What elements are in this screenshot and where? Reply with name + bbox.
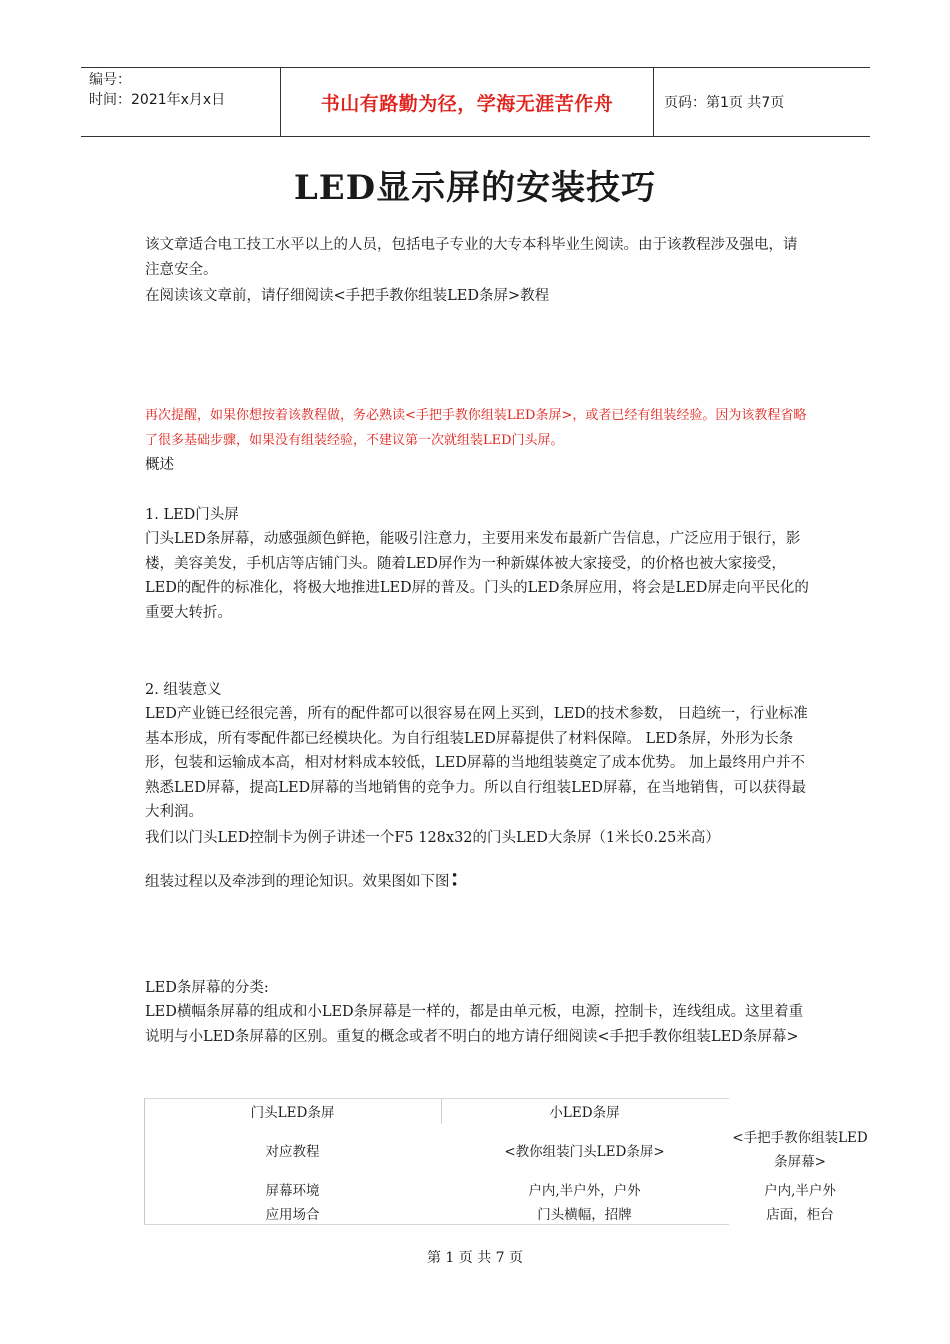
section2-effect-colon: ： — [449, 866, 472, 892]
table-row — [144, 1124, 872, 1176]
warning-paragraph: 再次提醒，如果你想按着该教程做，务必熟读<手把手教你组装LED条屏>，或者已经有组装经验。因为该教程省略了很多基础步骤，如果没有组装经验，不建议第一次就组装LED门头屏。 — [145, 408, 807, 448]
table-header-cell: 门头LED条屏 — [250, 1105, 335, 1121]
date-label: 时间：2021年x月x日 — [89, 92, 226, 108]
table-cell: <教你组装门头LED条屏> — [504, 1144, 665, 1160]
intro-reading-note: 在阅读该文章前，请仔细阅读<手把手教你组装LED条屏>教程 — [145, 288, 550, 304]
section2-example: 我们以门头LED控制卡为例子讲述一个F5 128x32的门头LED大条屏（1米长0.25米高） — [145, 830, 720, 846]
table-row — [144, 1201, 872, 1225]
table-cell-line: 条屏幕> — [774, 1154, 826, 1170]
section2-title: 2. 组装意义 — [145, 682, 222, 698]
table-row — [144, 1176, 872, 1201]
header-page-info: 页码：第1页 共7页 — [664, 95, 785, 111]
document-title: LED显示屏的安装技巧 — [293, 168, 657, 208]
header-meta — [81, 68, 281, 136]
overview-heading: 概述 — [145, 457, 174, 473]
table-cell: 门头横幅，招牌 — [537, 1207, 632, 1223]
table-cell: 店面，柜台 — [766, 1207, 834, 1223]
table-cell: 对应教程 — [265, 1144, 320, 1160]
code-label: 编号： — [89, 72, 131, 88]
section1-body: 门头LED条屏幕，动感强颜色鲜艳，能吸引注意力，主要用来发布最新广告信息，广泛应用于银行，影楼，美容美发，手机店等店铺门头。随着LED屏作为一种新媒体被大家接受，的价格也被大家接受，LED的配件的标准化，将极大地推进LED屏的普及。门头的LED条屏应用，将会是LED屏走向平民化的重要大转折。 — [145, 531, 809, 621]
table-header-cell: 小LED条屏 — [549, 1105, 620, 1121]
section2-body: LED产业链已经很完善，所有的配件都可以很容易在网上买到，LED的技术参数， 日趋统一，行业标准基本形成，所有零配件都已经模块化。为自行组装LED屏幕提供了材料保障。 LED条屏，外形为长条形，包装和运输成本高，相对材料成本较低，LED屏幕的当地组装奠定了成本优势。 加上最终用户并不熟悉LED屏幕，提高LED屏幕的当地销售的竞争力。所以自行组装LED屏幕，在当地销售，可以获得最大利润。 — [145, 706, 808, 820]
table-cell: 户内,半户外，户外 — [528, 1182, 641, 1199]
header-motto: 书山有路勤为径，学海无涯苦作舟 — [281, 68, 654, 136]
section2-effect — [145, 867, 810, 895]
table-header-row — [144, 1098, 872, 1124]
table-cell — [728, 1124, 872, 1176]
page-header — [81, 67, 870, 137]
table-cell: 户内,半户外 — [764, 1182, 836, 1199]
comparison-table — [144, 1098, 872, 1225]
table-header-cell — [728, 1098, 872, 1124]
table-cell: 应用场合 — [265, 1207, 320, 1223]
table-cell: 屏幕环境 — [265, 1182, 320, 1199]
classification-title: LED条屏幕的分类: — [145, 980, 269, 996]
classification-body: LED横幅条屏幕的组成和小LED条屏幕是一样的，都是由单元板，电源，控制卡，连线组成。这里着重说明与小LED条屏幕的区别。重复的概念或者不明白的地方请仔细阅读<手把手教你组装LED条屏幕> — [145, 1004, 804, 1045]
section2-effect-text: 组装过程以及牵涉到的理论知识。效果图如下图 — [145, 874, 450, 890]
intro-paragraph: 该文章适合电工技工水平以上的人员，包括电子专业的大专本科毕业生阅读。由于该教程涉及强电，请注意安全。 — [145, 237, 798, 278]
section1-title: 1. LED门头屏 — [145, 507, 239, 523]
page-footer: 第 1 页 共 7 页 — [426, 1250, 524, 1266]
table-cell-line: <手把手教你组装LED — [732, 1130, 868, 1146]
